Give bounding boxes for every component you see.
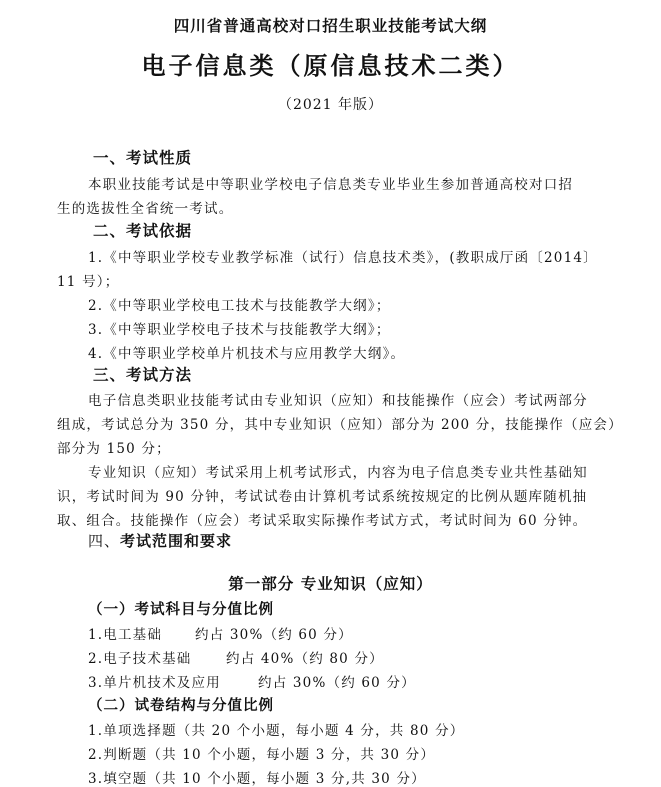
- subsection-heading-structure: （二）试卷结构与分值比例: [88, 697, 274, 714]
- list-item: 3.《中等职业学校电子技术与技能教学大纲》；: [88, 322, 391, 338]
- list-item: 2.《中等职业学校电工技术与技能教学大纲》；: [88, 298, 391, 314]
- section-heading-exam-method: 三、考试方法: [93, 365, 193, 384]
- subject-ratio: 约占 30%（约 60 分）: [258, 675, 416, 691]
- subject-row: [88, 671, 416, 691]
- section-heading-text: 考试范围和要求: [120, 532, 233, 550]
- paragraph-line: 专业知识（应知）考试采用上机考试形式，内容为电子信息类专业共性基础知: [88, 465, 588, 481]
- subject-name: 1.电工基础: [88, 627, 163, 643]
- paragraph-line: 本职业技能考试是中等职业学校电子信息类专业毕业生参加普通高校对口招: [88, 177, 574, 193]
- list-item: 1.单项选择题（共 20 个小题，每小题 4 分，共 80 分）: [88, 723, 465, 739]
- subject-ratio: 约占 30%（约 60 分）: [195, 627, 353, 643]
- list-item: 2.判断题（共 10 个小题，每小题 3 分，共 30 分）: [88, 747, 436, 763]
- subject-name: 2.电子技术基础: [88, 651, 192, 667]
- list-item: 3.填空题（共 10 个小题，每小题 3 分,共 30 分）: [88, 771, 426, 787]
- edition-label: （2021 年版）: [277, 97, 384, 113]
- paragraph-line: 识，考试时间为 90 分钟，考试试卷由计算机考试系统按规定的比例从题库随机抽: [57, 489, 588, 505]
- subject-ratio: 约占 40%（约 80 分）: [226, 651, 384, 667]
- list-item: 1.《中等职业学校专业教学标准（试行）信息技术类》，(教职成厅函〔2014〕: [88, 250, 598, 266]
- doc-title: 电子信息类（原信息技术二类）: [141, 51, 520, 80]
- paragraph-line: 电子信息类职业技能考试由专业知识（应知）和技能操作（应会）考试两部分: [88, 393, 588, 409]
- list-item: 4.《中等职业学校单片机技术与应用教学大纲》。: [88, 346, 406, 362]
- paragraph-line: 组成，考试总分为 350 分，其中专业知识（应知）部分为 200 分，技能操作（应会）: [57, 417, 623, 433]
- paragraph-line: 部分为 150 分；: [57, 441, 171, 457]
- subject-name: 3.单片机技术及应用: [88, 675, 221, 691]
- paragraph-line: 取、组合。技能操作（应会）考试采取实际操作考试方式，考试时间为 60 分钟。: [57, 513, 588, 529]
- list-item: 11 号）；: [57, 274, 120, 290]
- part-title: 第一部分 专业知识（应知）: [228, 574, 433, 593]
- section-heading-exam-scope: [88, 530, 232, 551]
- subject-row: [88, 647, 384, 667]
- section-number: 四、: [88, 532, 121, 550]
- org-title: 四川省普通高校对口招生职业技能考试大纲: [173, 16, 488, 35]
- subject-row: [88, 623, 353, 643]
- section-heading-exam-nature: 一、考试性质: [93, 148, 193, 167]
- section-heading-exam-basis: 二、考试依据: [93, 221, 193, 240]
- paragraph-line: 生的选拔性全省统一考试。: [57, 201, 234, 217]
- subsection-heading-subjects: （一）考试科目与分值比例: [88, 601, 274, 618]
